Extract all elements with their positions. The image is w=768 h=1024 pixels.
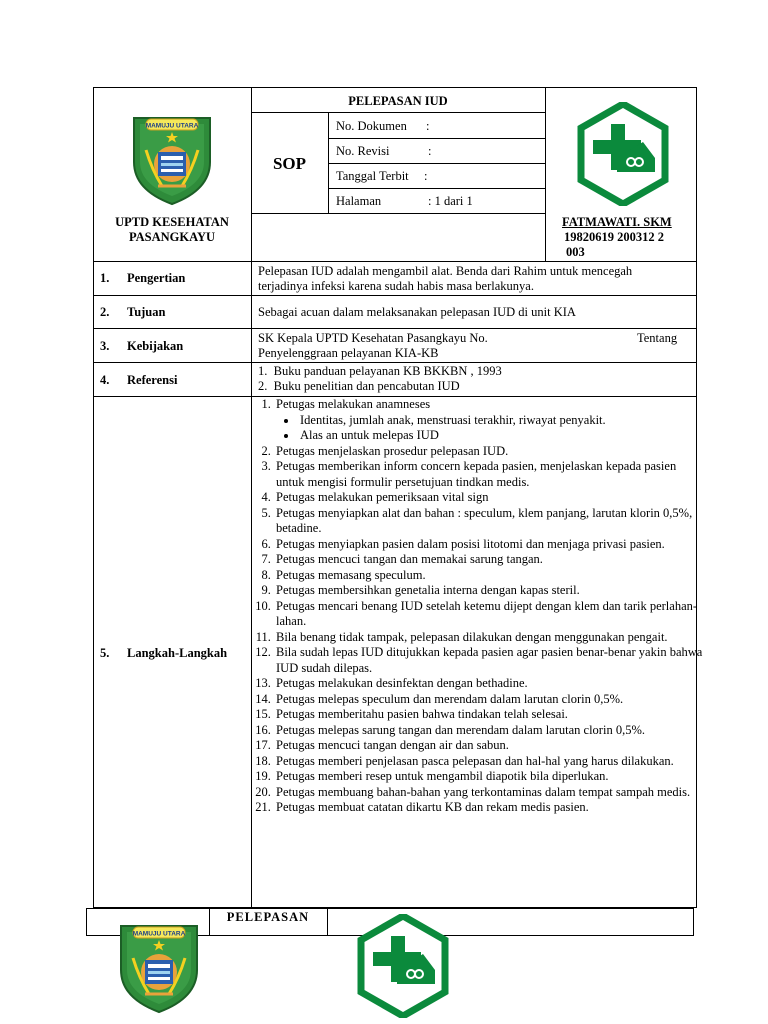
regency-crest-logo: [128, 110, 216, 206]
step-item: 7. Petugas mencuci tangan dan memakai sarung tangan.: [274, 552, 706, 568]
sop-label: SOP: [272, 154, 307, 173]
step-item: 19. Petugas memberi resep untuk mengambil diapotik bila diperlukan.: [274, 769, 706, 785]
org-name-line2: PASANGKAYU: [128, 230, 216, 244]
referensi-item-1: 1. Buku panduan pelayanan KB BKKBN , 1993: [258, 364, 502, 378]
step-item: 16. Petugas melepas sarung tangan dan merendam dalam larutan clorin 0,5%.: [274, 723, 706, 739]
signer-name: FATMAWATI. SKM: [562, 215, 672, 229]
kebijakan-text-tentang: Tentang: [637, 331, 678, 345]
step-item: 5. Petugas menyiapkan alat dan bahan : speculum, klem panjang, larutan klorin 0,5%, betadine.: [274, 506, 706, 537]
step-item: 11. Bila benang tidak tampak, pelepasan dilakukan dengan menggunakan pengait.: [274, 630, 706, 646]
step-item: 18. Petugas memberi penjelasan pasca pelepasan dan hal-hal yang harus dilakukan.: [274, 754, 706, 770]
section-number: 3.: [100, 339, 110, 353]
puskesmas-logo: [357, 914, 449, 1018]
section-number: 4.: [100, 373, 110, 387]
grid-line: [93, 295, 697, 296]
section-label-kebijakan: Kebijakan: [127, 339, 184, 353]
doc-number-value: :: [426, 119, 430, 133]
step-item: 8. Petugas memasang speculum.: [274, 568, 706, 584]
puskesmas-logo: [577, 102, 669, 206]
crest-text: MAMUJU UTARA: [145, 122, 199, 130]
step-item: 14. Petugas melepas speculum dan merendam dalam larutan clorin 0,5%.: [274, 692, 706, 708]
step-item: 13. Petugas melakukan desinfektan dengan bethadine.: [274, 676, 706, 692]
revision-value: :: [428, 144, 432, 158]
sub-bullet: • Alas an untuk melepas IUD: [298, 428, 706, 444]
kebijakan-text-line1: SK Kepala UPTD Kesehatan Pasangkayu No.: [258, 331, 488, 345]
doc-number-label: No. Dokumen: [336, 119, 407, 133]
grid-line: [545, 87, 546, 261]
grid-line: [93, 362, 697, 363]
document-title: PELEPASAN IUD: [348, 94, 448, 108]
grid-line: [251, 112, 545, 113]
section-label-pengertian: Pengertian: [127, 271, 186, 285]
step-item: 10. Petugas mencari benang IUD setelah ketemu dijept dengan klem dan tarik perlahan-lahan.: [274, 599, 706, 630]
step-item: 9. Petugas membersihkan genetalia interna dengan kapas steril.: [274, 583, 706, 599]
step-item: 20. Petugas membuang bahan-bahan yang terkontaminas dalam tempat sampah medis.: [274, 785, 706, 801]
step-item: 2. Petugas menjelaskan prosedur pelepasan IUD.: [274, 444, 706, 460]
section-number: 5.: [100, 646, 110, 660]
grid-line: [328, 138, 545, 139]
pengertian-text-line1: Pelepasan IUD adalah mengambil alat. Benda dari Rahim untuk mencegah: [258, 264, 633, 278]
grid-line: [327, 908, 328, 936]
section-label-referensi: Referensi: [127, 373, 178, 387]
next-page-title: PELEPASAN: [226, 910, 310, 924]
issue-date-value: :: [424, 169, 428, 183]
page-label: Halaman: [336, 194, 382, 208]
section-number: 2.: [100, 305, 110, 319]
grid-line: [93, 328, 697, 329]
step-item: 1. Petugas melakukan anamneses • Identitas, jumlah anak, menstruasi terakhir, riwayat penyakit. • Alas an untuk melepas IUD: [274, 397, 706, 444]
procedure-steps: [256, 397, 706, 816]
kebijakan-text-line2: Penyelenggraan pelayanan KIA-KB: [258, 346, 439, 360]
revision-label: No. Revisi: [336, 144, 390, 158]
step-item: 6. Petugas menyiapkan pasien dalam posisi litotomi dan menjaga privasi pasien.: [274, 537, 706, 553]
section-label-tujuan: Tujuan: [127, 305, 166, 319]
step-item: 21. Petugas membuat catatan dikartu KB dan rekam medis pasien.: [274, 800, 706, 816]
regency-crest-logo: [115, 918, 203, 1014]
signer-nip-line1: 19820619 200312 2: [564, 230, 664, 244]
sub-bullet: • Identitas, jumlah anak, menstruasi terakhir, riwayat penyakit.: [298, 413, 706, 429]
step-item: 3. Petugas memberikan inform concern kepada pasien, menjelaskan kepada pasien untuk mengisi formulir persetujuan tindkan medis.: [274, 459, 706, 490]
pengertian-text-line2: terjadinya infeksi karena sudah habis masa berlakunya.: [258, 279, 534, 293]
step-item: 4. Petugas melakukan pemeriksaan vital sign: [274, 490, 706, 506]
grid-line: [328, 188, 545, 189]
grid-line: [251, 87, 252, 908]
grid-line: [328, 163, 545, 164]
crest-text: MAMUJU UTARA: [132, 930, 186, 938]
tujuan-text: Sebagai acuan dalam melaksanakan pelepasan IUD di unit KIA: [258, 305, 576, 319]
page-value: : 1 dari 1: [428, 194, 473, 208]
section-label-langkah: Langkah-Langkah: [127, 646, 228, 660]
section-number: 1.: [100, 271, 110, 285]
grid-line: [251, 213, 545, 214]
org-name-line1: UPTD KESEHATAN: [115, 215, 229, 229]
step-item: 17. Petugas mencuci tangan dengan air dan sabun.: [274, 738, 706, 754]
issue-date-label: Tanggal Terbit: [336, 169, 409, 183]
grid-line: [93, 261, 697, 262]
signer-nip-line2: 003: [566, 245, 585, 259]
referensi-item-2: 2. Buku penelitian dan pencabutan IUD: [258, 379, 460, 393]
step-item: 12. Bila sudah lepas IUD ditujukkan kepada pasien agar pasien benar-benar yakin bahwa IUD sudah dilepas.: [274, 645, 706, 676]
step-item: 15. Petugas memberitahu pasien bahwa tindakan telah selesai.: [274, 707, 706, 723]
